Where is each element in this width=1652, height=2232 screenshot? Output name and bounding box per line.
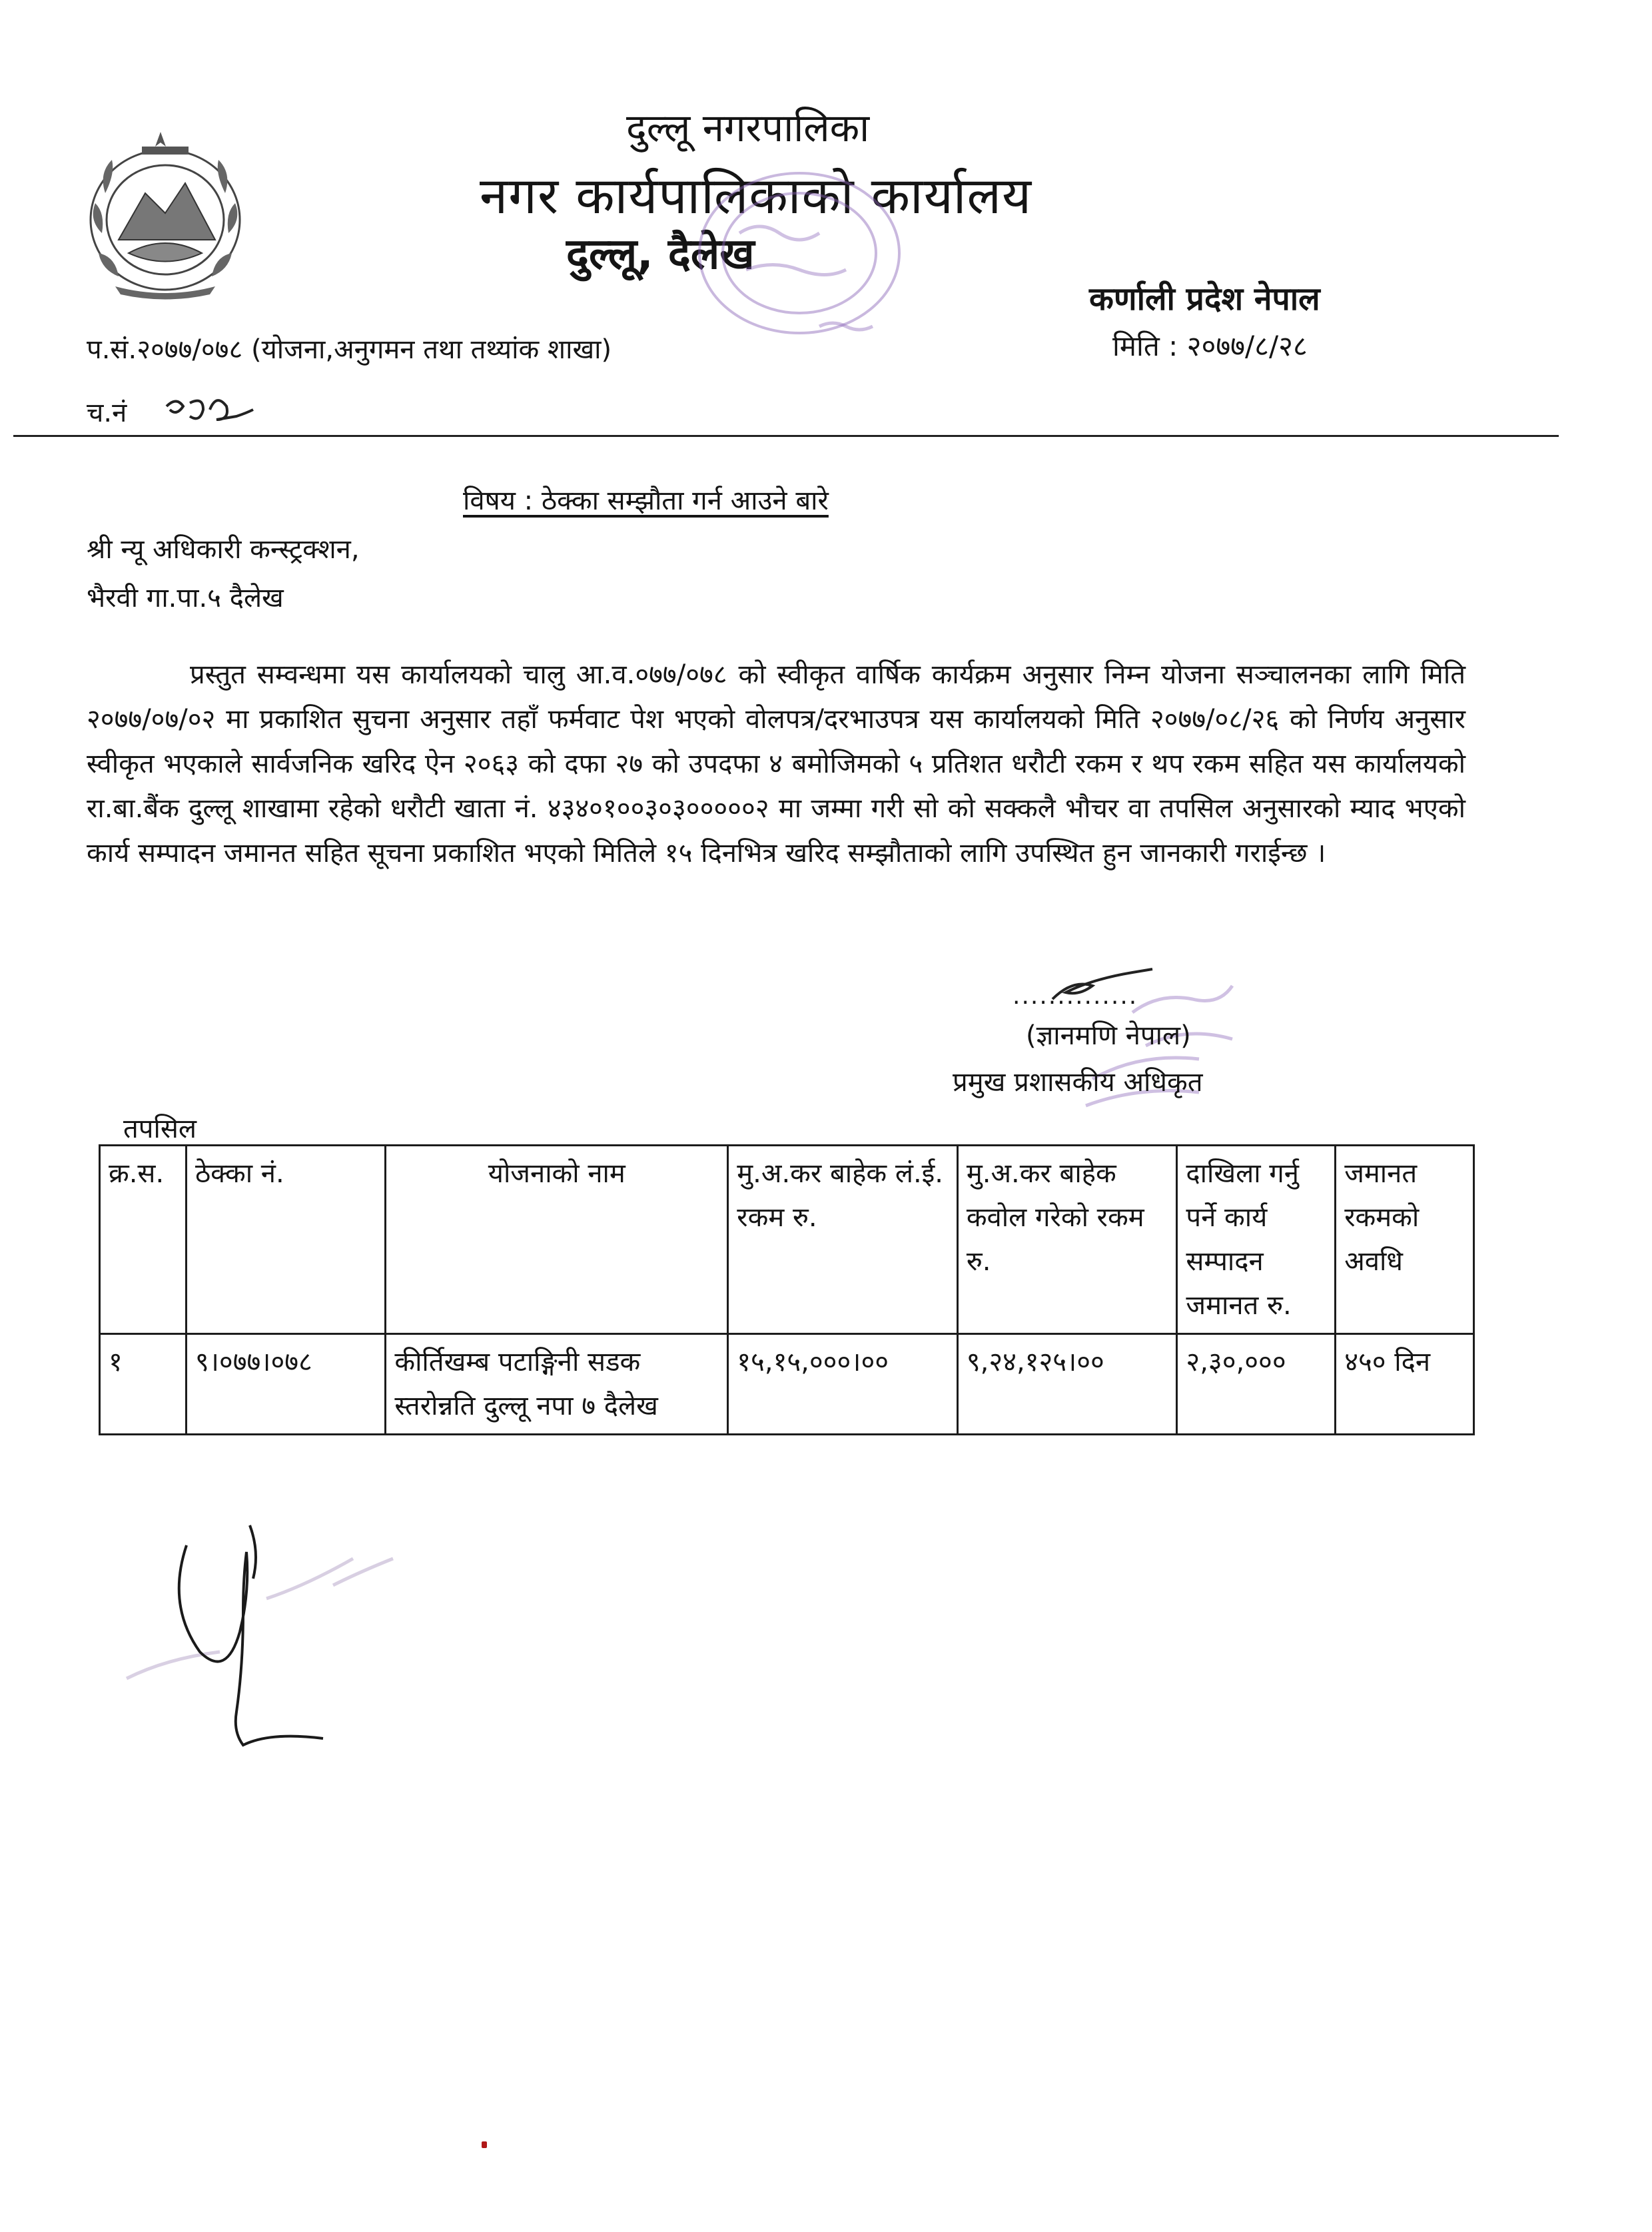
signatory-name: (ज्ञानमणि नेपाल) bbox=[1026, 1020, 1191, 1051]
header-performance-guarantee: दाखिला गर्नु पर्ने कार्य सम्पादन जमानत रु. bbox=[1177, 1146, 1336, 1334]
header-estimate: मु.अ.कर बाहेक लं.ई. रकम रु. bbox=[728, 1146, 958, 1334]
cell-project-name: कीर्तिखम्ब पटाङ्गिनी सडक स्तरोन्नति दुल्लू नपा ७ दैलेख bbox=[386, 1334, 728, 1435]
header-sn: क्र.स. bbox=[100, 1146, 187, 1334]
header-guarantee-period: जमानत रकमको अवधि bbox=[1336, 1146, 1474, 1334]
letter-subject: विषय : ठेक्का सम्झौता गर्न आउने बारे bbox=[463, 486, 829, 516]
cell-contract-no: ९।०७७।०७८ bbox=[186, 1334, 385, 1435]
addressee-address: भैरवी गा.पा.५ दैलेख bbox=[87, 583, 284, 613]
signatory-title: प्रमुख प्रशासकीय अधिकृत bbox=[953, 1067, 1203, 1098]
header-contract-no: ठेक्का नं. bbox=[186, 1146, 385, 1334]
header-bid-amount: मु.अ.कर बाहेक कवोल गरेको रकम रु. bbox=[957, 1146, 1177, 1334]
dispatch-number-label: च.नं bbox=[87, 398, 127, 428]
province-name: कर्णाली प्रदेश नेपाल bbox=[1089, 280, 1320, 318]
municipality-name: दुल्लू नगरपालिका bbox=[626, 105, 870, 151]
cell-bid-amount: ९,२४,१२५।०० bbox=[957, 1334, 1177, 1435]
officer-signature bbox=[1013, 966, 1212, 1019]
contract-table bbox=[99, 1144, 1475, 1435]
cell-sn: १ bbox=[100, 1334, 187, 1435]
table-caption: तपसिल bbox=[123, 1114, 197, 1144]
header-project-name: योजनाको नाम bbox=[386, 1146, 728, 1334]
handwritten-dispatch-number bbox=[163, 390, 263, 430]
letter-body: प्रस्तुत सम्वन्धमा यस कार्यालयको चालु आ.व.०७७/०७८ को स्वीकृत वार्षिक कार्यक्रम अनुसार निम्न योजना सञ्चालनका लागि मिति २०७७/०७/०२ मा प्रकाशित सुचना अनुसार तहाँ फर्मवाट पेश भएको वोलपत्र/दरभाउपत्र यस कार्यालयको मिति २०७७/०८/२६ को निर्णय अनुसार स्वीकृत भएकाले सार्वजनिक खरिद ऐन २०६३ को दफा २७ को उपदफा ४ बमोजिमको ५ प्रतिशत धरौटी रकम र थप रकम सहित यस कार्यालयको रा.बा.बैंक दुल्लू शाखामा रहेको धरौटी खाता नं. ४३४०१००३०३०००००२ मा जम्मा गरी सो को सक्कलै भौचर वा तपसिल अनुसारको म्याद भएको कार्य सम्पादन जमानत सहित सूचना प्रकाशित भएको मितिले १५ दिनभित्र खरिद सम्झौताको लागि उपस्थित हुन जानकारी गराईन्छ । bbox=[87, 659, 1465, 869]
cell-performance-guarantee: २,३०,००० bbox=[1177, 1334, 1336, 1435]
table-header-row bbox=[100, 1146, 1474, 1334]
nepal-emblem-icon bbox=[79, 120, 252, 300]
header-divider bbox=[13, 435, 1559, 437]
signature-line: .............. bbox=[1013, 982, 1138, 1010]
red-mark bbox=[482, 2141, 487, 2148]
letter-date: मिति : २०७७/८/२८ bbox=[1112, 330, 1308, 362]
handwritten-signature bbox=[160, 1505, 373, 1752]
office-name: नगर कार्यपालिकाको कार्यालय bbox=[480, 166, 1032, 225]
reference-number: प.सं.२०७७/०७८ (योजना,अनुगमन तथा तथ्यांक शाखा) bbox=[87, 334, 612, 365]
addressee-name: श्री न्यू अधिकारी कन्स्ट्रक्शन, bbox=[87, 534, 360, 565]
cell-guarantee-period: ४५० दिन bbox=[1336, 1334, 1474, 1435]
office-stamp bbox=[666, 153, 919, 366]
cell-estimate: १५,१५,०००।०० bbox=[728, 1334, 958, 1435]
table-row bbox=[100, 1334, 1474, 1435]
office-location: दुल्लू, दैलेख bbox=[566, 230, 755, 279]
